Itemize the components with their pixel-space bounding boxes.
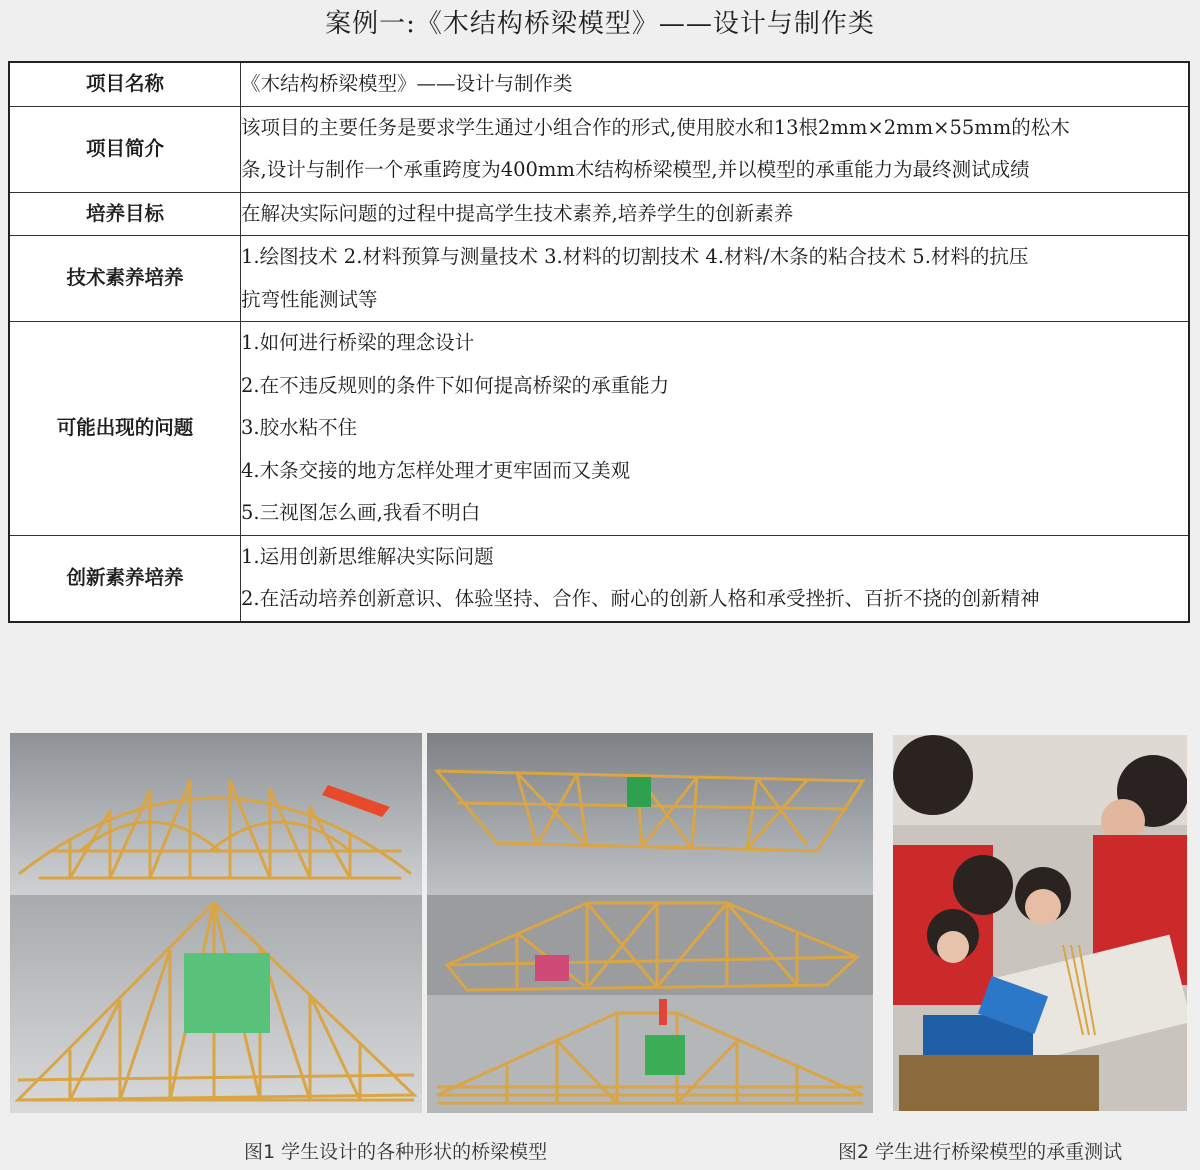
- content-line: 4.木条交接的地方怎样处理才更牢固而又美观: [241, 458, 631, 482]
- table-row: [9, 192, 1189, 236]
- row-content: [241, 322, 1190, 536]
- row-content: [241, 192, 1190, 236]
- project-info-table: [8, 61, 1190, 623]
- content-line: 在解决实际问题的过程中提高学生技术素养,培养学生的创新素养: [241, 201, 794, 225]
- table-row: [9, 322, 1189, 536]
- photo-triangle-truss-bridge: [10, 895, 422, 1113]
- table-row: [9, 106, 1189, 192]
- content-line: 2.在活动培养创新意识、体验坚持、合作、耐心的创新人格和承受挫折、百折不挠的创新精神: [241, 587, 1040, 610]
- row-label: 项目简介: [9, 106, 241, 192]
- content-line: 1.运用创新思维解决实际问题: [241, 544, 494, 568]
- figure-area: [0, 733, 1200, 1113]
- content-line: 2.在不违反规则的条件下如何提高桥梁的承重能力: [241, 373, 670, 397]
- photo-load-test-students: [893, 735, 1187, 1111]
- photo-portal-truss-bridge: [427, 995, 873, 1113]
- row-label: 技术素养培养: [9, 236, 241, 322]
- content-line: 该项目的主要任务是要求学生通过小组合作的形式,使用胶水和13根2mm×2mm×55mm的松木: [241, 115, 1070, 139]
- row-label: 项目名称: [9, 62, 241, 106]
- table-row: [9, 236, 1189, 322]
- photo-arch-bridge: [10, 733, 422, 895]
- content-line: 1.绘图技术 2.材料预算与测量技术 3.材料的切割技术 4.材料/木条的粘合技术 5.材料的抗压: [241, 245, 1029, 268]
- content-line: 3.胶水粘不住: [241, 416, 358, 439]
- figure-1-caption: 图1 学生设计的各种形状的桥梁模型: [244, 1141, 548, 1163]
- content-line: 1.如何进行桥梁的理念设计: [241, 331, 475, 354]
- content-line: 5.三视图怎么画,我看不明白: [241, 501, 481, 524]
- photo-flat-truss-bridge: [427, 733, 873, 895]
- row-content: [241, 236, 1190, 322]
- row-content: [241, 106, 1190, 192]
- row-content: [241, 62, 1190, 106]
- content-line: 《木结构桥梁模型》——设计与制作类: [241, 72, 573, 95]
- table-row: [9, 535, 1189, 622]
- content-line: 抗弯性能测试等: [241, 287, 378, 311]
- row-label: 可能出现的问题: [9, 322, 241, 536]
- figure-2-caption: 图2 学生进行桥梁模型的承重测试: [838, 1141, 1123, 1163]
- row-content: [241, 535, 1190, 622]
- table-row: [9, 62, 1189, 106]
- row-label: 培养目标: [9, 192, 241, 236]
- row-label: 创新素养培养: [9, 535, 241, 622]
- photo-box-truss-bridge: [427, 895, 873, 995]
- page-title: 案例一:《木结构桥梁模型》——设计与制作类: [325, 9, 875, 39]
- content-line: 条,设计与制作一个承重跨度为400mm木结构桥梁模型,并以模型的承重能力为最终测试成绩: [241, 158, 1030, 181]
